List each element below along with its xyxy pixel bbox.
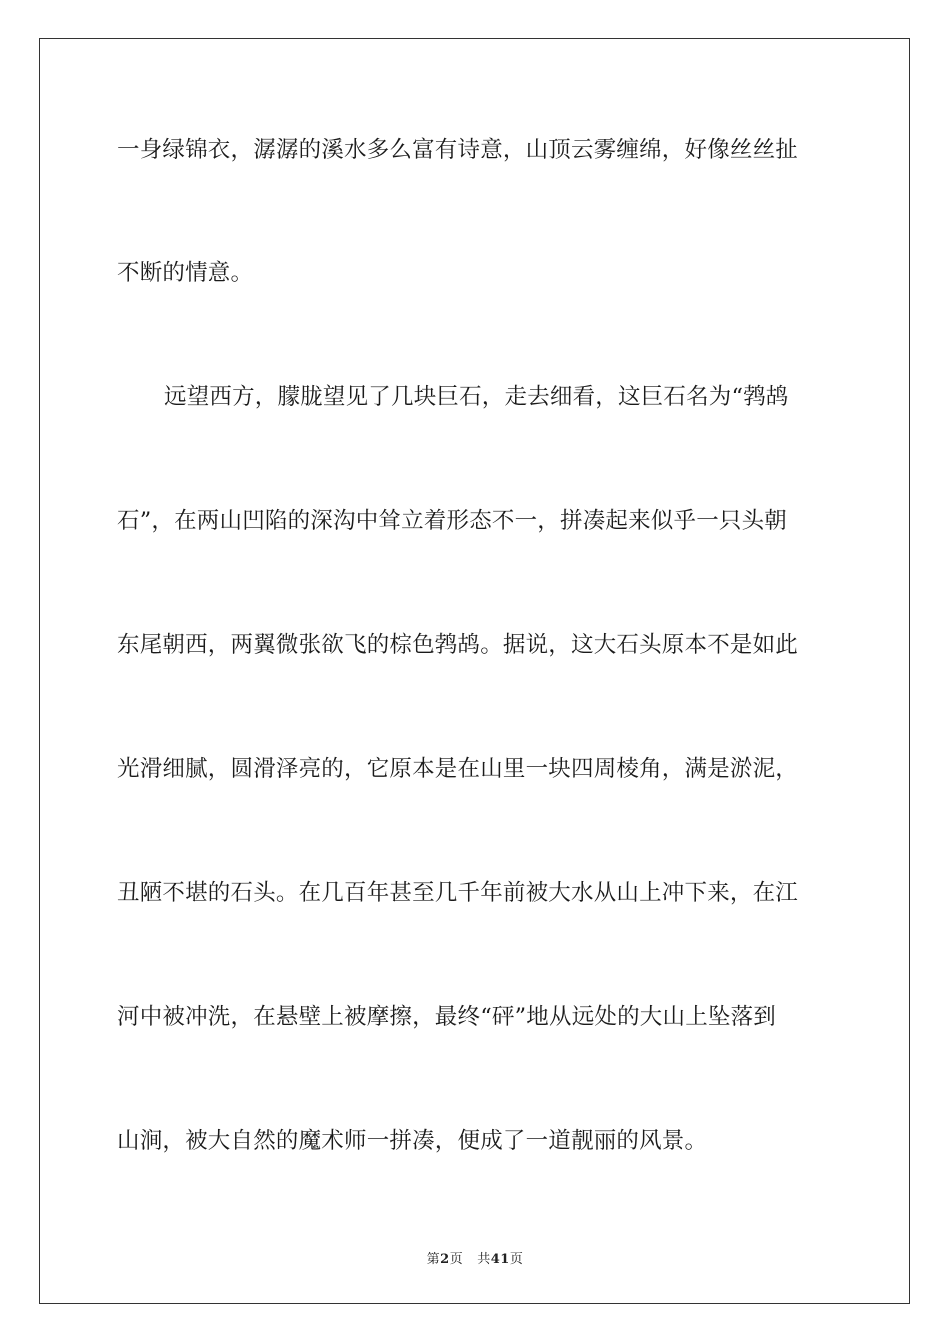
text-line: 光滑细腻，圆滑泽亮的，它原本是在山里一块四周棱角，满是淤泥， [117,756,799,782]
text-line: 丑陋不堪的石头。在几百年甚至几千年前被大水从山上冲下来，在江 [117,880,799,906]
text-line: 山涧，被大自然的魔术师一拼凑，便成了一道靓丽的风景。 [117,1128,708,1154]
total-pages: 41 [490,1252,510,1267]
page-suffix: 页 [449,1252,464,1267]
paragraph-first-line: 远望西方，朦胧望见了几块巨石，走去细看，这巨石名为“鹁鸪 [164,384,789,410]
page-border [39,38,910,1304]
page-number: 2 [440,1252,450,1267]
total-suffix: 页 [509,1252,524,1267]
page-prefix: 第 [426,1252,441,1267]
text-line: 一身绿锦衣，潺潺的溪水多么富有诗意，山顶云雾缠绵，好像丝丝扯 [117,137,799,163]
text-line: 不断的情意。 [117,260,254,286]
page-footer [0,1248,950,1267]
total-prefix: 共 [477,1252,491,1267]
text-line: 东尾朝西，两翼微张欲飞的棕色鹁鸪。据说，这大石头原本不是如此 [117,632,799,658]
text-line: 河中被冲洗，在悬壁上被摩擦，最终“砰”地从远处的大山上坠落到 [117,1004,777,1030]
text-line: 石”，在两山凹陷的深沟中耸立着形态不一，拼凑起来似乎一只头朝 [117,508,788,534]
